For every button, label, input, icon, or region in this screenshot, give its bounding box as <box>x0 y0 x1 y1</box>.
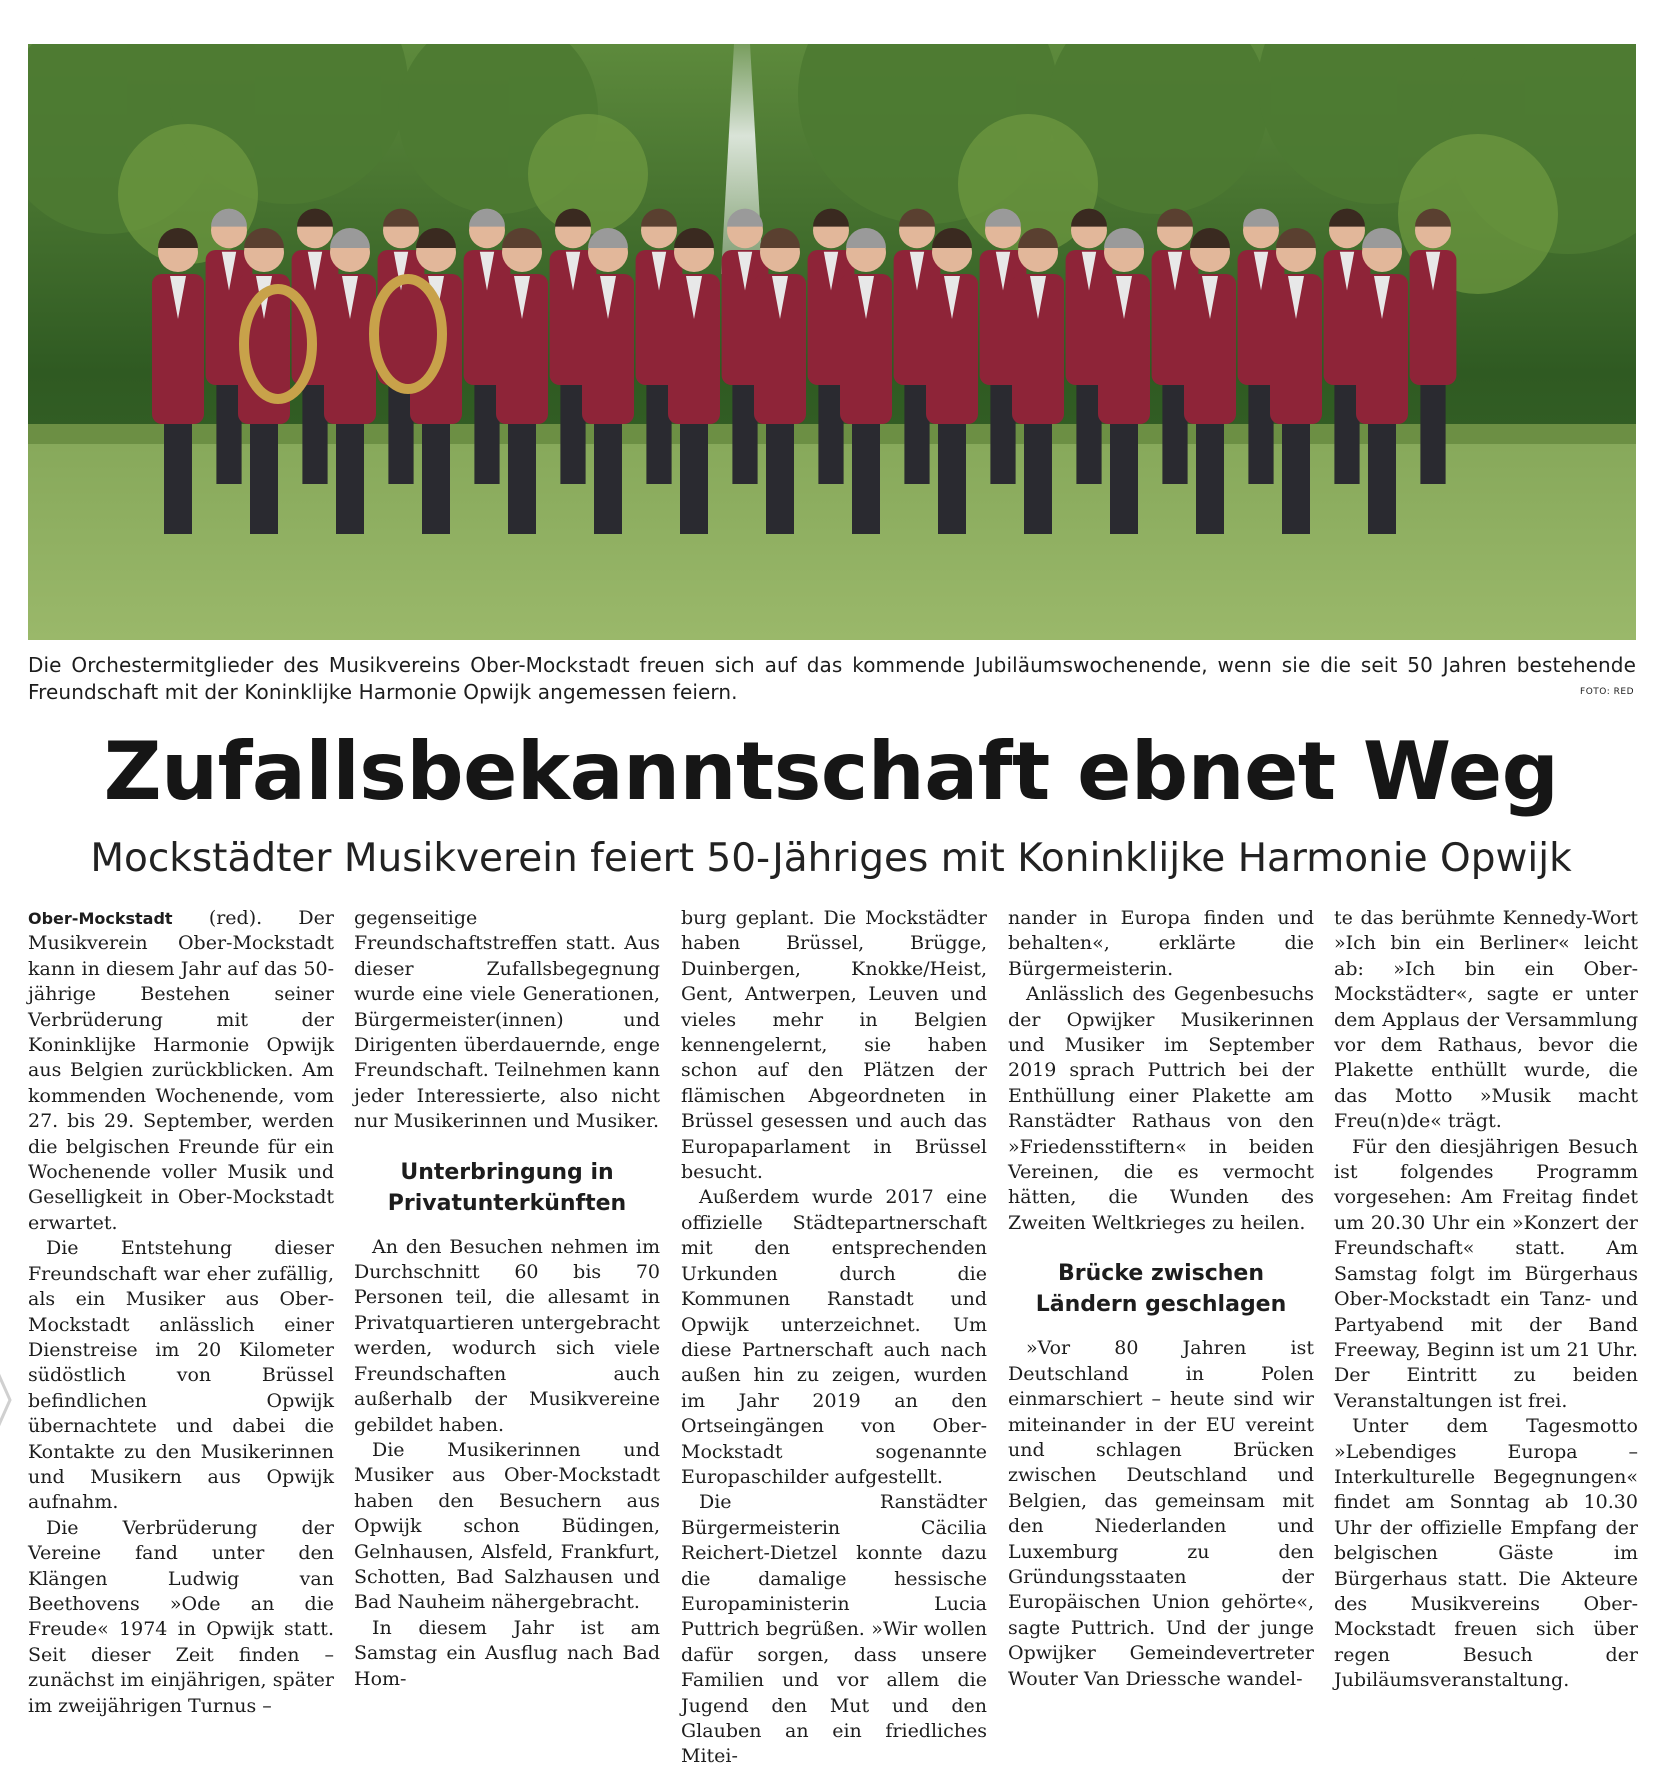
caption-line-1: Die Orchestermitglieder des Musikvereins Ober-Mockstadt freuen sich auf das kommende Jubiläumswochenende, wenn sie die seit 50 Jahren bestehende <box>28 653 1636 677</box>
article-headline: Zufallsbekanntschaft ebnet Weg <box>103 725 1559 818</box>
group-photo <box>28 44 1636 640</box>
section-heading: Unterbringung in Privatunterkünften <box>387 1159 627 1216</box>
paragraph: In diesem Jahr ist am Samstag ein Ausflug nach Bad Hom- <box>354 1616 660 1690</box>
paragraph: Die Musikerinnen und Musiker aus Ober-Mockstadt haben den Besuchern aus Opwijk schon Büdingen, Gelnhausen, Alsfeld, Frankfurt, Schotten, Bad Salzhausen und Bad Nauheim nähergebracht. <box>354 1438 660 1614</box>
paragraph: (red). Der Musikverein Ober-Mockstadt kann in diesem Jahr auf das 50-jährige Bestehen seiner Verbrüderung mit der Koninklijke Harmonie Opwijk aus Belgien zurückblicken. Am kommenden Wochenende, vom 27. bis 29. September, werden die belgischen Freunde für ein Wochenende voller Musik und Geselligkeit in Ober-Mockstadt erwartet. <box>28 907 334 1234</box>
article-column-3 <box>681 906 987 1770</box>
paragraph: Für den diesjährigen Besuch ist folgendes Programm vorgesehen: Am Freitag findet um 20.30 Uhr ein »Konzert der Freundschaft« statt. Am Samstag folgt im Bürgerhaus Ober-Mockstadt ein Tanz- und Partyabend mit der Band Freeway, Beginn ist um 21 Uhr. Der Eintritt zu beiden Veranstaltungen ist frei. <box>1334 1135 1638 1412</box>
paragraph: te das berühmte Kennedy-Wort »Ich bin ein Berliner« leicht ab: »Ich bin ein Ober-Mockstädter«, sagte er unter dem Applaus der Versammlung vor dem Rathaus, bevor die Plakette enthüllt wurde, die das Motto »Musik macht Freu(n)de« trägt. <box>1334 907 1638 1133</box>
photo-credit: FOTO: RED <box>1580 687 1634 697</box>
section-heading: Brücke zwischen Ländern geschlagen <box>1035 1261 1287 1318</box>
paragraph: Unter dem Tagesmotto »Lebendiges Europa – Interkulturelle Begegnungen« findet am Sonntag ab 10.30 Uhr der offizielle Empfang der belgischen Gäste im Bürgerhaus statt. Die Akteure des Musikvereins Ober-Mockstadt freuen sich über regen Besuch der Jubiläumsveranstaltung. <box>1334 1415 1638 1692</box>
paragraph: An den Besuchen nehmen im Durchschnitt 60 bis 70 Personen teil, die allesamt in Privatquartieren untergebracht werden, wodurch sich viele Freundschaften auch außerhalb der Musikvereine gebildet haben. <box>354 1235 660 1436</box>
paragraph: gegenseitige Freundschaftstreffen statt. Aus dieser Zufallsbegegnung wurde eine viele Generationen, Bürgermeister(innen) und Dirigenten überdauernde, enge Freundschaft. Teilnehmen kann jeder Interessierte, also nicht nur Musikerinnen und Musiker. <box>354 907 661 1133</box>
article-column-1 <box>28 906 334 1719</box>
article-subheadline: Mockstädter Musikverein feiert 50-Jähriges mit Koninklijke Harmonie Opwijk <box>90 836 1572 881</box>
article-column-4 <box>1008 906 1314 1692</box>
paragraph: »Vor 80 Jahren ist Deutschland in Polen einmarschiert – heute sind wir miteinander in der EU vereint und schlagen Brücken zwischen Deutschland und Belgien, das gemeinsam mit den Niederlanden und Luxemburg zu den Gründungsstaaten der Europäischen Union gehörte«, sagte Puttrich. Und der junge Opwijker Gemeindevertreter Wouter Van Driessche wandel- <box>1008 1337 1314 1690</box>
paragraph: Die Entstehung dieser Freundschaft war eher zufällig, als ein Musiker aus Ober-Mockstadt anlässlich einer Dienstreise im 20 Kilometer südöstlich von Brüssel befindlichen Opwijk übernachtete und dabei die Kontakte zu den Musikerinnen und Musikern aus Opwijk aufnahm. <box>28 1237 334 1514</box>
paragraph: Außerdem wurde 2017 eine offizielle Städtepartnerschaft mit den entsprechenden Urkunden durch die Kommunen Ranstadt und Opwijk unterzeichnet. Um diese Partnerschaft auch nach außen hin zu zeigen, wurden im Jahr 2019 an den Ortseingängen von Ober-Mockstadt sogenannte Europaschilder aufgestellt. <box>681 1186 987 1488</box>
paragraph: Anlässlich des Gegenbesuchs der Opwijker Musikerinnen und Musiker im September 2019 sprach Puttrich bei der Enthüllung einer Plakette am Ranstädter Rathaus von den »Friedensstiftern« in beiden Vereinen, die es vermocht hätten, die Wunden des Zweiten Weltkrieges zu heilen. <box>1008 983 1314 1234</box>
page-fold-mark-icon <box>0 1300 30 1500</box>
caption-line-2: Freundschaft mit der Koninklijke Harmonie Opwijk angemessen feiern. <box>28 680 738 704</box>
paragraph: burg geplant. Die Mockstädter haben Brüssel, Brügge, Duinbergen, Knokke/Heist, Gent, Antwerpen, Leuven und vieles mehr in Belgien kennengelernt, sie haben schon auf den Plätzen der flämischen Abgeordneten in Brüssel gesessen und auch das Europaparlament in Brüssel besucht. <box>681 907 987 1184</box>
dateline: Ober-Mockstadt <box>28 909 173 928</box>
paragraph: Die Verbrüderung der Vereine fand unter den Klängen Ludwig van Beethovens »Ode an die Freude« 1974 in Opwijk statt. Seit dieser Zeit finden – zunächst im einjährigen, später im zweijährigen Turnus – <box>28 1516 334 1717</box>
article-column-5 <box>1334 906 1638 1694</box>
group-photo-icon <box>28 44 1636 640</box>
article-column-2 <box>354 906 660 1692</box>
paragraph: nander in Europa finden und behalten«, erklärte die Bürgermeisterin. <box>1008 907 1314 980</box>
paragraph: Die Ranstädter Bürgermeisterin Cäcilia Reichert-Dietzel konnte dazu die damalige hessische Europaministerin Lucia Puttrich begrüßen. »Wir wollen dafür sorgen, dass unsere Familien und vor allem die Jugend den Mut und den Glauben an ein friedliches Mitei- <box>681 1491 987 1768</box>
photo-caption <box>28 652 1636 706</box>
